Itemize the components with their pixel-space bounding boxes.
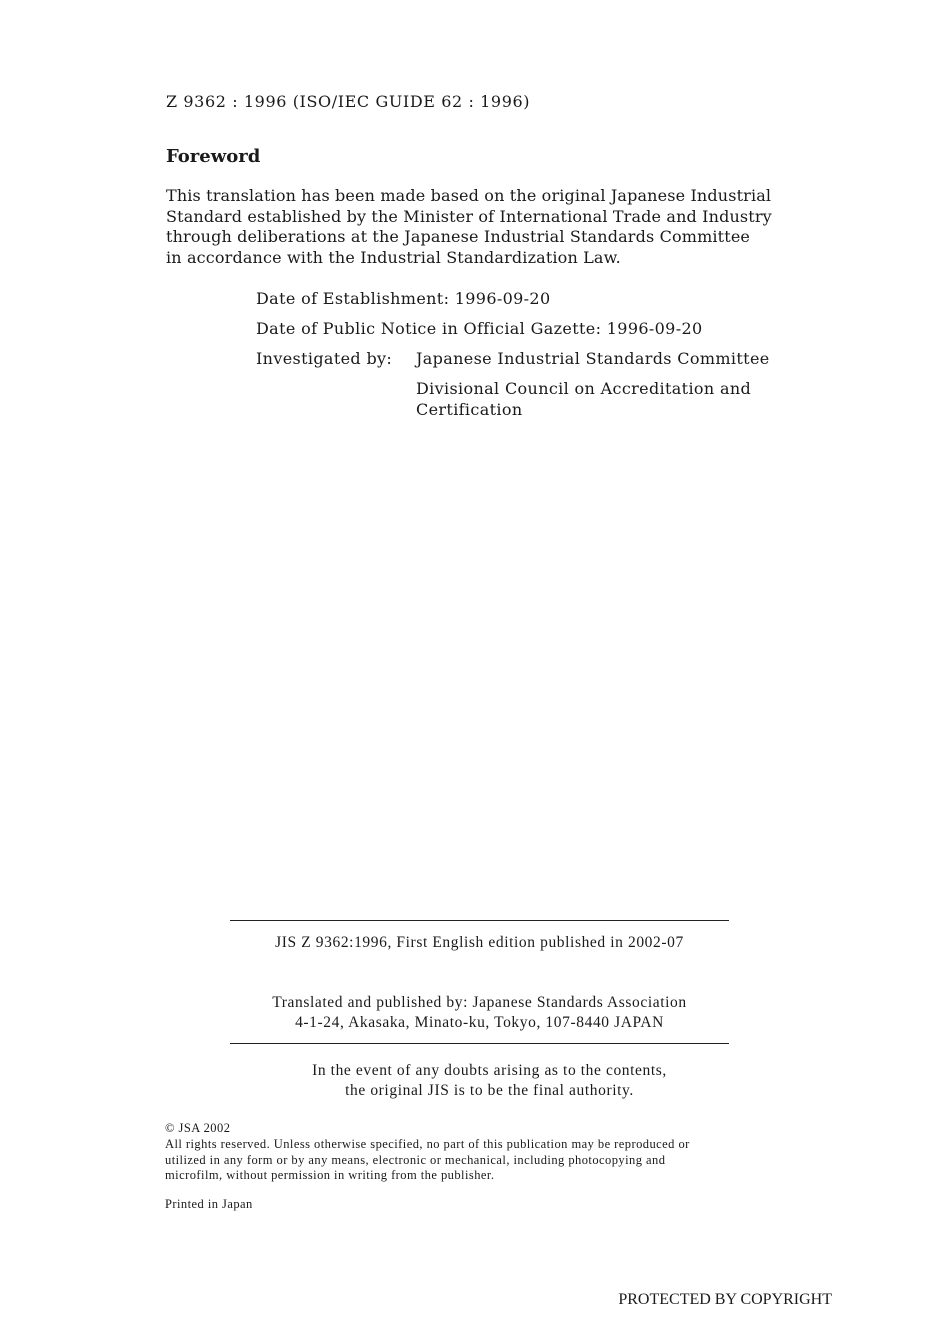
foreword-line: through deliberations at the Japanese Industrial Standards Committee <box>166 227 751 246</box>
committee-line: Japanese Industrial Standards Committee <box>416 349 770 368</box>
edition-info <box>230 934 729 952</box>
copyright-notice: © JSA 2002 <box>165 1121 231 1135</box>
rights-line: microfilm, without permission in writing from the publisher. <box>165 1168 495 1182</box>
foreword-heading: Foreword <box>166 146 261 167</box>
rights-line: All rights reserved. Unless otherwise specified, no part of this publication may be reproduced or <box>165 1137 690 1151</box>
edition-line: JIS Z 9362:1996, First English edition published in 2002-07 <box>275 934 684 951</box>
publisher-info <box>230 993 729 1033</box>
protected-by-copyright: PROTECTED BY COPYRIGHT <box>618 1291 832 1308</box>
investigated-by-label: Investigated by: <box>256 349 393 368</box>
date-of-establishment: Date of Establishment: 1996-09-20 <box>256 289 551 308</box>
divider-top <box>230 920 729 921</box>
publisher-address: 4-1-24, Akasaka, Minato-ku, Tokyo, 107-8440 JAPAN <box>295 1014 664 1031</box>
foreword-paragraph <box>166 186 806 268</box>
authority-line: In the event of any doubts arising as to the contents, <box>312 1062 667 1079</box>
document-reference: Z 9362 : 1996 (ISO/IEC GUIDE 62 : 1996) <box>166 92 531 111</box>
foreword-line: in accordance with the Industrial Standardization Law. <box>166 247 621 267</box>
authority-line: the original JIS is to be the final authority. <box>345 1082 634 1099</box>
publisher-line: Translated and published by: Japanese Standards Association <box>272 994 687 1011</box>
date-of-public-notice: Date of Public Notice in Official Gazette: 1996-09-20 <box>256 319 703 338</box>
printed-in: Printed in Japan <box>165 1197 253 1211</box>
committee-line: Certification <box>416 399 523 419</box>
rights-statement <box>165 1137 797 1184</box>
committee-line: Divisional Council on Accreditation and <box>416 379 752 398</box>
divider-bottom <box>230 1043 729 1044</box>
foreword-line: This translation has been made based on the original Japanese Industrial <box>166 186 772 205</box>
foreword-line: Standard established by the Minister of International Trade and Industry <box>166 206 772 226</box>
rights-line: utilized in any form or by any means, electronic or mechanical, including photocopying and <box>165 1152 666 1167</box>
investigated-by-committee <box>416 349 770 420</box>
authority-note <box>240 1061 739 1101</box>
